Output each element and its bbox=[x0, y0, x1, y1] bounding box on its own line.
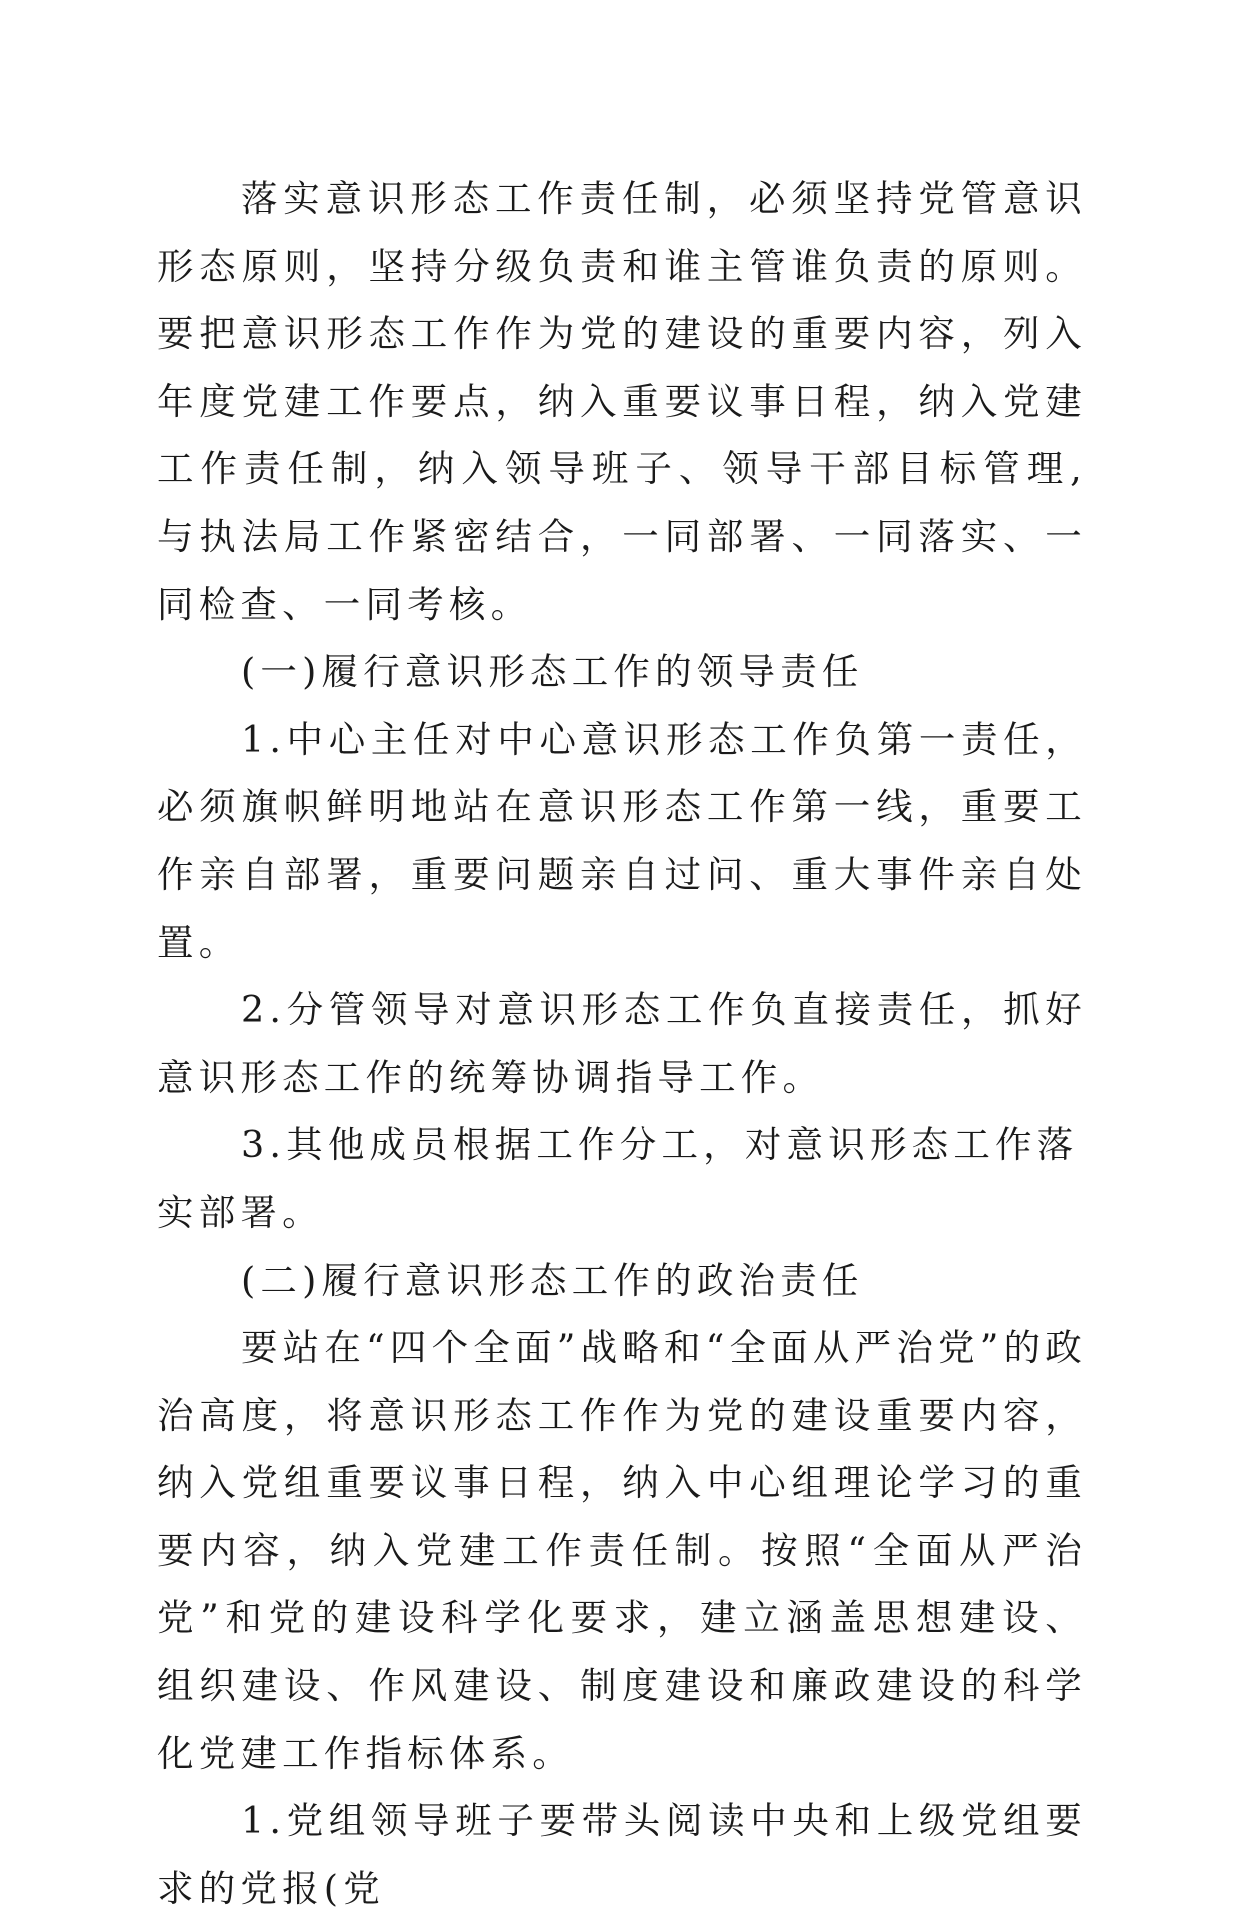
section-heading-leadership-responsibility: (一)履行意识形态工作的领导责任 bbox=[240, 650, 864, 694]
section-heading-political-responsibility: (二)履行意识形态工作的政治责任 bbox=[240, 1258, 864, 1302]
paragraph-political-height: 要站在“四个全面”战略和“全面从严治党”的政治高度，将意识形态工作作为党的建设重要内容，纳入党组重要议事日程，纳入中心组理论学习的重要内容，纳入党建工作责任制。按照“全面从严治党”和党的建设科学化要求，建立涵盖思想建设、组织建设、作风建设、制度建设和廉政建设的科学化党建工作指标体系。 bbox=[157, 1326, 1087, 1775]
paragraph-responsibility-system: 落实意识形态工作责任制，必须坚持党管意识形态原则，坚持分级负责和谁主管谁负责的原则。要把意识形态工作作为党的建设的重要内容，列入年度党建工作要点，纳入重要议事日程，纳入党建工作责任制，纳入领导班子、领导干部目标管理,与执法局工作紧密结合，一同部署、一同落实、一同检查、一同考核。 bbox=[157, 177, 1087, 626]
paragraph-item-3-members: 3.其他成员根据工作分工，对意识形态工作落实部署。 bbox=[157, 1123, 1079, 1234]
paragraph-item-1-director: 1.中心主任对中心意识形态工作负第一责任，必须旗帜鲜明地站在意识形态工作第一线，重要工作亲自部署，重要问题亲自过问、重大事件亲自处置。 bbox=[157, 717, 1087, 964]
paragraph-item-2-supervisor: 2.分管领导对意识形态工作负直接责任，抓好意识形态工作的统筹协调指导工作。 bbox=[157, 988, 1087, 1099]
document-body bbox=[157, 165, 1087, 1922]
paragraph-item-1-party-group: 1.党组领导班子要带头阅读中央和上级党组要求的党报(党 bbox=[157, 1799, 1087, 1910]
